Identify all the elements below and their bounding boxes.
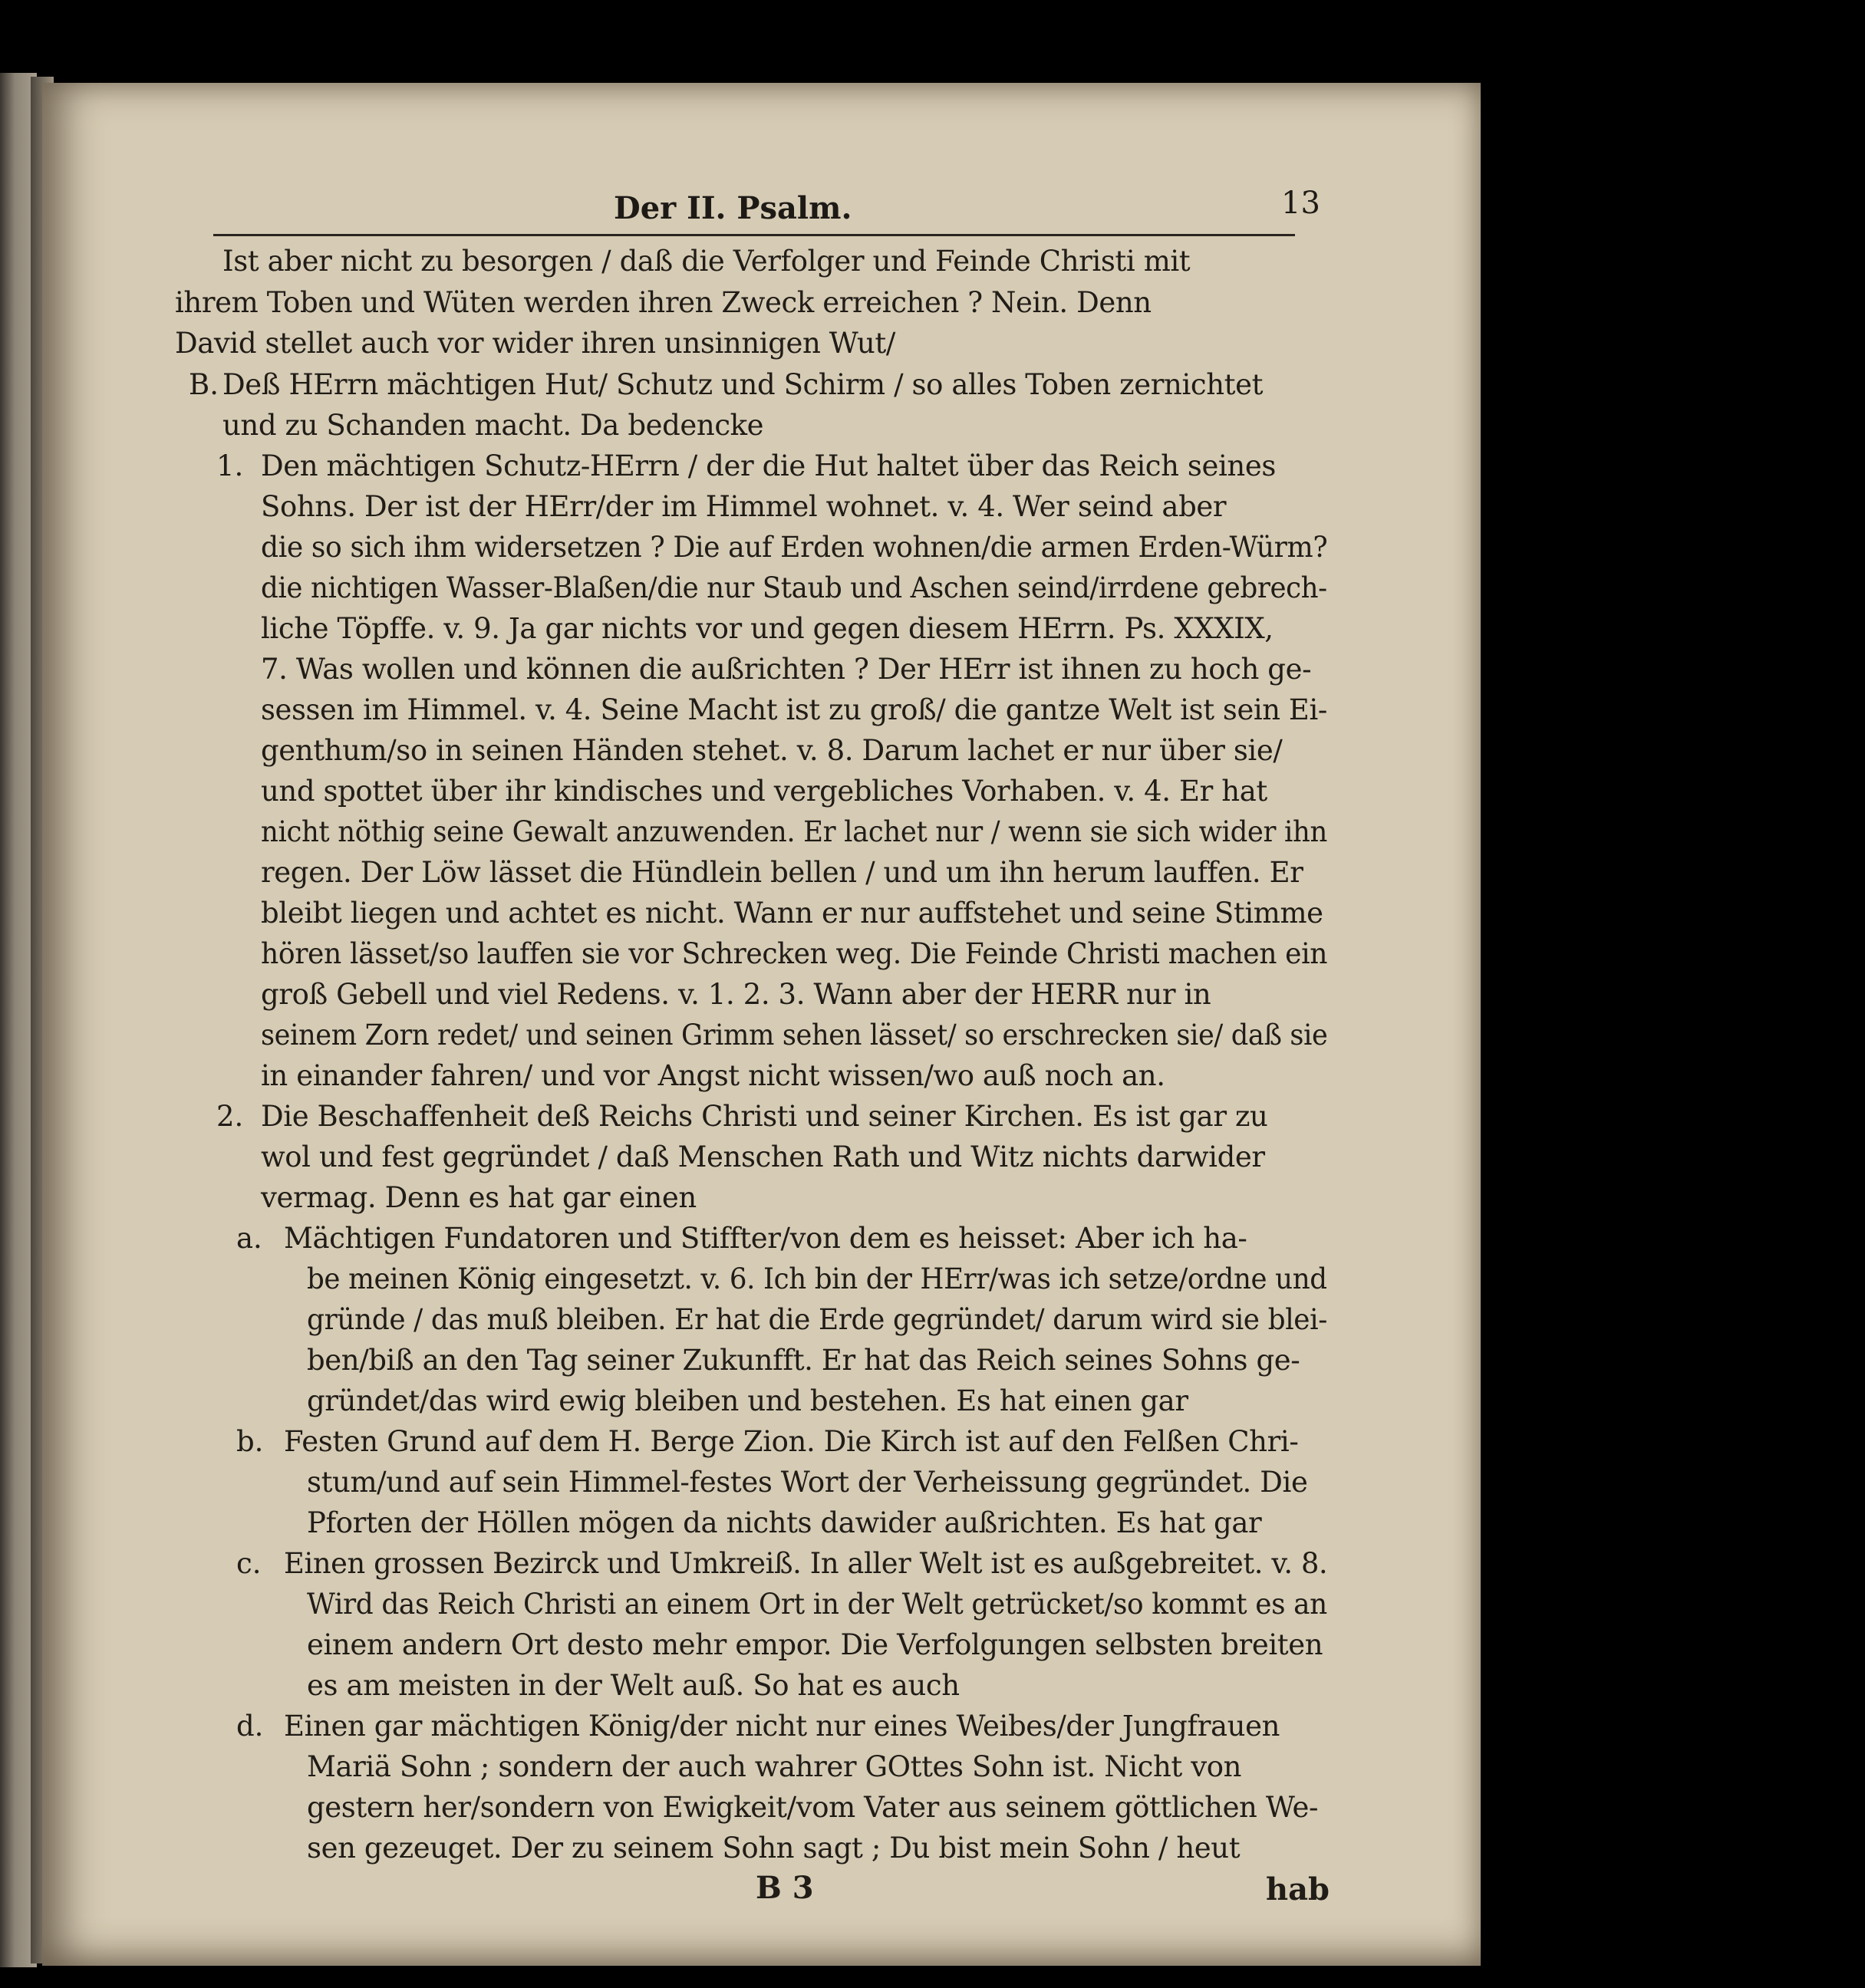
- text-line: Mariä Sohn ; sondern der auch wahrer GOttes Sohn ist. Nicht von: [307, 1750, 1242, 1783]
- text-line: liche Töpffe. v. 9. Ja gar nichts vor und gegen diesem HErrn. Ps. XXXIX,: [261, 612, 1274, 645]
- text-line: Ist aber nicht zu besorgen / daß die Verfolger und Feinde Christi mit: [222, 245, 1191, 278]
- text-line: genthum/so in seinen Händen stehet. v. 8. Darum lachet er nur über sie/: [261, 734, 1283, 767]
- text-line: Den mächtigen Schutz-HErrn / der die Hut haltet über das Reich seines: [261, 449, 1276, 482]
- section-marker: 1.: [216, 449, 244, 482]
- text-line: sen gezeuget. Der zu seinem Sohn sagt ; Du bist mein Sohn / heut: [307, 1832, 1241, 1865]
- section-marker: b.: [236, 1425, 264, 1458]
- text-line: 7. Was wollen und können die außrichten ? Der HErr ist ihnen zu hoch ge-: [261, 653, 1312, 686]
- page-number: 13: [1281, 186, 1320, 221]
- section-marker: a.: [236, 1222, 262, 1255]
- running-header: Der II. Psalm.: [614, 190, 852, 226]
- section-marker: 2.: [216, 1100, 244, 1133]
- section-marker: c.: [236, 1547, 262, 1580]
- signature-mark: B 3: [756, 1870, 814, 1906]
- text-line: seinem Zorn redet/ und seinen Grimm sehen lässet/ so erschrecken sie/ daß sie: [261, 1019, 1328, 1052]
- text-line: Sohns. Der ist der HErr/der im Himmel wohnet. v. 4. Wer seind aber: [261, 490, 1227, 523]
- text-line: Festen Grund auf dem H. Berge Zion. Die Kirch ist auf den Felßen Chri-: [284, 1425, 1299, 1458]
- text-line: sessen im Himmel. v. 4. Seine Macht ist zu groß/ die gantze Welt ist sein Ei-: [261, 693, 1327, 726]
- text-line: ihrem Toben und Wüten werden ihren Zweck erreichen ? Nein. Denn: [175, 286, 1152, 319]
- text-line: die nichtigen Wasser-Blaßen/die nur Staub und Aschen seind/irrdene gebrech-: [261, 571, 1327, 604]
- text-line: einem andern Ort desto mehr empor. Die Verfolgungen selbsten breiten: [307, 1628, 1323, 1661]
- section-marker: d.: [236, 1710, 264, 1743]
- text-line: stum/und auf sein Himmel-festes Wort der Verheissung gegründet. Die: [307, 1466, 1308, 1499]
- text-line: nicht nöthig seine Gewalt anzuwenden. Er lachet nur / wenn sie sich wider ihn: [261, 815, 1327, 848]
- text-line: vermag. Denn es hat gar einen: [261, 1181, 697, 1214]
- text-line: gestern her/sondern von Ewigkeit/vom Vater aus seinem göttlichen We-: [307, 1791, 1319, 1824]
- text-line: Einen gar mächtigen König/der nicht nur eines Weibes/der Jungfrauen: [284, 1710, 1280, 1743]
- text-line: und zu Schanden macht. Da bedencke: [222, 409, 764, 442]
- header-rule: [213, 234, 1295, 236]
- text-line: David stellet auch vor wider ihren unsinnigen Wut/: [175, 327, 895, 360]
- text-line: groß Gebell und viel Redens. v. 1. 2. 3. Wann aber der HERR nur in: [261, 978, 1211, 1011]
- text-line: Die Beschaffenheit deß Reichs Christi und seiner Kirchen. Es ist gar zu: [261, 1100, 1268, 1133]
- text-line: Mächtigen Fundatoren und Stiffter/von dem es heisset: Aber ich ha-: [284, 1222, 1247, 1255]
- text-line: Deß HErrn mächtigen Hut/ Schutz und Schirm / so alles Toben zernichtet: [222, 368, 1264, 401]
- text-line: Einen grossen Bezirck und Umkreiß. In aller Welt ist es außgebreitet. v. 8.: [284, 1547, 1328, 1580]
- text-line: wol und fest gegründet / daß Menschen Rath und Witz nichts darwider: [261, 1140, 1265, 1173]
- text-line: ben/biß an den Tag seiner Zukunfft. Er hat das Reich seines Sohns ge-: [307, 1344, 1300, 1377]
- text-line: gründet/das wird ewig bleiben und bestehen. Es hat einen gar: [307, 1384, 1188, 1417]
- text-line: Pforten der Höllen mögen da nichts dawider außrichten. Es hat gar: [307, 1506, 1262, 1539]
- text-line: es am meisten in der Welt auß. So hat es auch: [307, 1669, 960, 1702]
- text-line: Wird das Reich Christi an einem Ort in der Welt getrücket/so kommt es an: [307, 1588, 1327, 1621]
- catchword: hab: [1266, 1871, 1330, 1907]
- text-line: hören lässet/so lauffen sie vor Schrecken weg. Die Feinde Christi machen ein: [261, 937, 1328, 970]
- text-line: regen. Der Löw lässet die Hündlein bellen / und um ihn herum lauffen. Er: [261, 856, 1303, 889]
- text-line: die so sich ihm widersetzen ? Die auf Erden wohnen/die armen Erden-Würm?: [261, 531, 1328, 564]
- text-line: bleibt liegen und achtet es nicht. Wann er nur auffstehet und seine Stimme: [261, 897, 1323, 930]
- text-line: und spottet über ihr kindisches und vergebliches Vorhaben. v. 4. Er hat: [261, 775, 1267, 808]
- section-marker: B.: [189, 368, 219, 401]
- text-line: in einander fahren/ und vor Angst nicht wissen/wo auß noch an.: [261, 1059, 1165, 1092]
- text-line: be meinen König eingesetzt. v. 6. Ich bin der HErr/was ich setze/ordne und: [307, 1262, 1327, 1295]
- text-line: gründe / das muß bleiben. Er hat die Erde gegründet/ darum wird sie blei-: [307, 1303, 1327, 1336]
